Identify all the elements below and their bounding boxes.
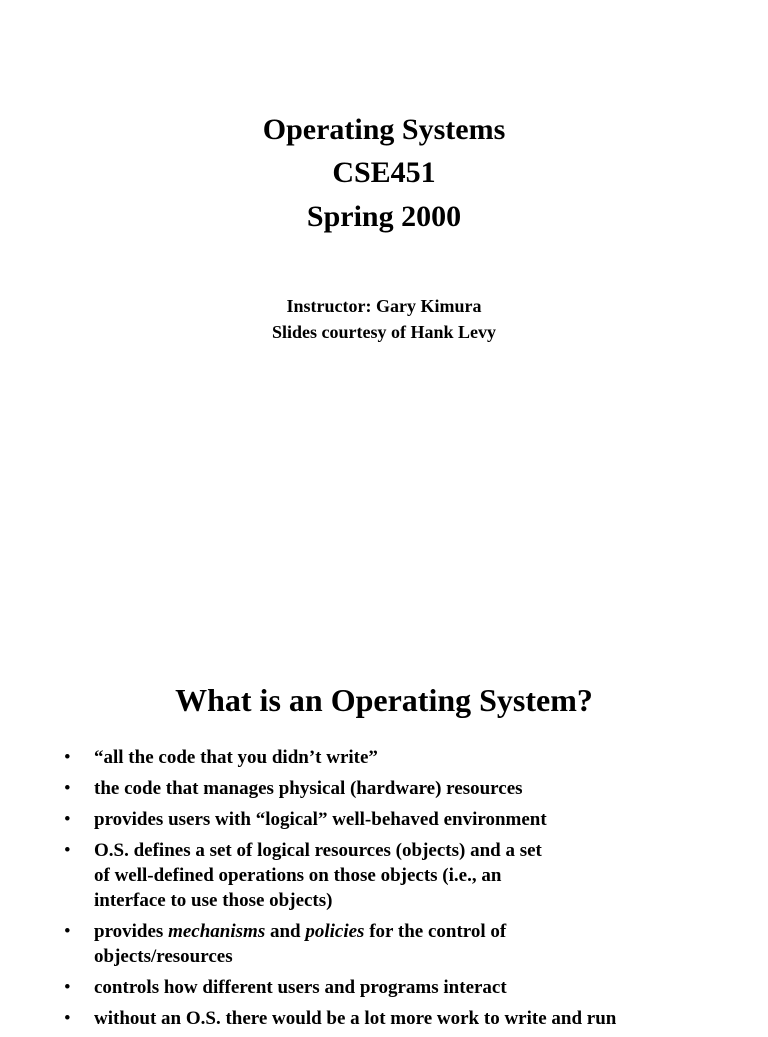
slide1-title-line2: CSE451 — [332, 156, 436, 189]
bullet-dot-icon: • — [64, 977, 71, 998]
bullet-dot-icon: • — [64, 921, 71, 942]
bullet-text-policies: policies — [305, 921, 365, 942]
bullet-text: without an O.S. there would be a lot more work to write and run — [94, 1008, 617, 1029]
bullet-item — [64, 745, 724, 770]
bullet-dot-icon: • — [64, 1008, 71, 1029]
slide2-title: What is an Operating System? — [175, 682, 593, 718]
bullet-text: controls how different users and programs interact — [94, 977, 507, 998]
bullet-list — [64, 745, 724, 1037]
bullet-dot-icon: • — [64, 747, 71, 768]
bullet-text-mechanisms: mechanisms — [168, 921, 266, 942]
bullet-item — [64, 1006, 724, 1031]
bullet-item — [64, 807, 724, 832]
bullet-item — [64, 838, 724, 913]
bullet-text: provides users with “logical” well-behaved environment — [94, 809, 547, 830]
slide1-instructor: Instructor: Gary Kimura — [286, 296, 482, 316]
bullet-dot-icon: • — [64, 778, 71, 799]
slide1-credits: Slides courtesy of Hank Levy — [271, 322, 496, 342]
slide1-title-line1: Operating Systems — [262, 113, 506, 146]
bullet-text: the code that manages physical (hardware) resources — [94, 778, 523, 799]
bullet-text: “all the code that you didn’t write” — [94, 747, 378, 768]
bullet-text-mid: and — [265, 921, 306, 942]
bullet-item — [64, 975, 724, 1000]
bullet-item — [64, 919, 724, 969]
bullet-item — [64, 776, 724, 801]
bullet-dot-icon: • — [64, 840, 71, 861]
bullet-text: O.S. defines a set of logical resources (objects) and a set of well-defined operations on those objects (i.e., an interface to use those objects) — [94, 840, 542, 911]
bullet-dot-icon: • — [64, 809, 71, 830]
bullet-text-post: for the control of objects/resources — [94, 921, 507, 967]
bullet-text-pre: provides — [94, 921, 169, 942]
slide1-title-line3: Spring 2000 — [306, 200, 462, 233]
